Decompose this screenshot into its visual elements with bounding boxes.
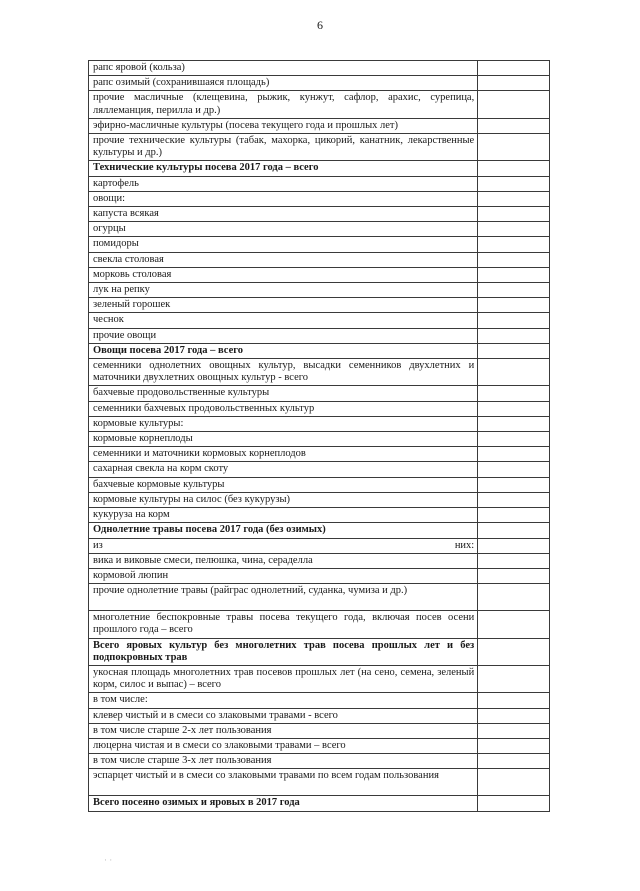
row-label: эфирно-масличные культуры (посева текущего года и прошлых лет) [93,119,398,131]
row-value-cell[interactable] [478,492,550,507]
row-value-cell[interactable] [478,252,550,267]
row-label: рапс озимый (сохранившаяся площадь) [93,77,270,89]
crop-area-table [88,60,550,812]
row-label: прочие технические культуры (табак, махорка, цикорий, канатник, лекарственные культуры и др.) [93,135,475,159]
table-row [89,283,550,298]
row-label-cell [89,638,478,665]
row-label-cell [89,76,478,91]
row-label: Технические культуры посева 2017 года – всего [93,162,319,174]
row-label-cell [89,176,478,191]
row-value-cell[interactable] [478,796,550,811]
row-label: Однолетние травы посева 2017 года (без озимых) [93,524,326,536]
row-label: эспарцет чистый и в смеси со злаковыми травами по всем годам пользования [93,770,439,782]
row-label: кормовые корнеплоды [93,433,193,445]
row-value-cell[interactable] [478,328,550,343]
row-label-cell [89,769,478,796]
table-row [89,477,550,492]
row-value-cell[interactable] [478,76,550,91]
row-value-cell[interactable] [478,638,550,665]
row-value-cell[interactable] [478,386,550,401]
row-value-cell[interactable] [478,477,550,492]
row-label-cell [89,267,478,282]
table-row [89,298,550,313]
row-value-cell[interactable] [478,313,550,328]
row-label-cell [89,723,478,738]
table-row [89,638,550,665]
row-value-cell[interactable] [478,222,550,237]
row-label: кукуруза на корм [93,509,170,521]
table-row [89,313,550,328]
row-label: многолетние беспокровные травы посева текущего года, включая посев осени прошлого года – всего [93,612,475,636]
row-value-cell[interactable] [478,267,550,282]
table-row [89,665,550,692]
table-row [89,401,550,416]
table-row [89,769,550,796]
row-label-cell [89,298,478,313]
row-label: Овощи посева 2017 года – всего [93,344,243,356]
row-label-cell [89,328,478,343]
table-row [89,237,550,252]
row-label: свекла столовая [93,253,164,265]
row-label: Всего яровых культур без многолетних трав посева прошлых лет и без подпокровных трав [93,639,475,663]
row-label-cell [89,796,478,811]
row-label: семенники бахчевых продовольственных культур [93,402,315,414]
row-label-cell [89,207,478,222]
row-label-cell [89,584,478,611]
table-row [89,432,550,447]
table-row [89,267,550,282]
row-label: прочие овощи [93,329,157,341]
row-label-cell [89,508,478,523]
row-value-cell[interactable] [478,508,550,523]
table-row [89,328,550,343]
row-value-cell[interactable] [478,447,550,462]
table-row [89,207,550,222]
row-value-cell[interactable] [478,359,550,386]
row-label: прочие однолетние травы (райграс однолетний, суданка, чумиза и др.) [93,585,408,597]
table-row [89,386,550,401]
row-value-cell[interactable] [478,283,550,298]
row-label: рапс яровой (кольза) [93,62,185,73]
page-number: 6 [317,18,323,32]
table-row [89,523,550,538]
row-value-cell[interactable] [478,298,550,313]
row-value-cell[interactable] [478,568,550,583]
row-label: люцерна чистая и в смеси со злаковыми травами – всего [93,739,346,751]
row-label: прочие масличные (клещевина, рыжик, кунжут, сафлор, арахис, сурепица, ляллеманция, перилла и др.) [93,92,475,116]
row-label-cell [89,359,478,386]
row-value-cell[interactable] [478,91,550,118]
row-label-cell [89,477,478,492]
row-label: семенники однолетних овощных культур, высадки семенников двухлетних и маточники двухлетних овощных культур - всего [93,360,475,384]
row-label-cell [89,386,478,401]
row-label-cell [89,222,478,237]
table-row [89,738,550,753]
row-label-cell [89,343,478,358]
table-row [89,538,550,553]
row-label: укосная площадь многолетних трав посевов прошлых лет (на сено, семена, зеленый корм, силос и выпас) – всего [93,666,475,691]
row-label-cell [89,161,478,176]
row-label: клевер чистый и в смеси со злаковыми травами - всего [93,709,338,721]
row-value-cell[interactable] [478,416,550,431]
row-label: лук на репку [93,284,150,296]
row-value-cell[interactable] [478,665,550,692]
row-value-cell[interactable] [478,611,550,638]
row-label-cell [89,553,478,568]
row-label: из [93,539,103,551]
row-label-cell [89,401,478,416]
table-row [89,359,550,386]
table-row [89,584,550,611]
row-value-cell[interactable] [478,462,550,477]
row-label-cell [89,313,478,328]
row-label: вика и виковые смеси, пелюшка, чина, сераделла [93,554,313,566]
row-value-cell[interactable] [478,584,550,611]
table-row [89,492,550,507]
table-row [89,508,550,523]
row-label-cell [89,538,478,553]
table-row [89,252,550,267]
table-row [89,76,550,91]
row-label: овощи: [93,192,126,204]
row-label-cell [89,61,478,76]
row-value-cell[interactable] [478,343,550,358]
table-row [89,118,550,133]
row-label: чеснок [93,314,124,326]
row-label: семенники и маточники кормовых корнеплодов [93,448,306,460]
row-label: в том числе старше 2-х лет пользования [93,724,272,736]
row-label-cell [89,252,478,267]
row-label-cell [89,523,478,538]
row-value-cell[interactable] [478,176,550,191]
row-value-cell[interactable] [478,207,550,222]
row-label-cell [89,693,478,708]
row-value-cell[interactable] [478,553,550,568]
row-value-cell[interactable] [478,118,550,133]
row-value-cell[interactable] [478,723,550,738]
row-label: кормовой люпин [93,569,169,581]
table-row [89,693,550,708]
row-label: картофель [93,177,139,189]
table-row [89,416,550,431]
table-row [89,611,550,638]
row-label: в том числе старше 3-х лет пользования [93,755,272,767]
row-label: зеленый горошек [93,299,171,311]
row-label-cell [89,118,478,133]
row-label: в том числе: [93,694,148,706]
row-value-cell[interactable] [478,738,550,753]
table-row [89,796,550,811]
table-row [89,161,550,176]
row-label-cell [89,191,478,206]
row-label-cell [89,462,478,477]
row-label: капуста всякая [93,208,159,220]
table-row [89,568,550,583]
table-row [89,447,550,462]
row-value-cell[interactable] [478,708,550,723]
table-row [89,91,550,118]
table-row [89,462,550,477]
row-value-cell[interactable] [478,693,550,708]
row-label-cell [89,708,478,723]
row-label-cell [89,738,478,753]
row-label: кормовые культуры: [93,417,184,429]
row-label: помидоры [93,238,139,250]
row-label-cell [89,134,478,161]
row-label: кормовые культуры на силос (без кукурузы) [93,493,291,505]
row-label-cell [89,91,478,118]
row-label-right: них: [454,539,475,551]
table-row [89,176,550,191]
row-label-cell [89,432,478,447]
row-label-cell [89,447,478,462]
row-value-cell[interactable] [478,61,550,76]
scan-marks: · · [104,855,113,865]
table-row [89,191,550,206]
table-row [89,754,550,769]
table-row [89,134,550,161]
row-label-cell [89,665,478,692]
row-label: бахчевые кормовые культуры [93,478,225,490]
table-body [89,61,550,812]
table-row [89,723,550,738]
row-label-cell [89,568,478,583]
row-label: бахчевые продовольственные культуры [93,387,270,399]
row-label-cell [89,237,478,252]
row-label-cell [89,492,478,507]
row-label-cell [89,416,478,431]
table-row [89,61,550,76]
row-label-cell [89,754,478,769]
table-row [89,343,550,358]
row-value-cell[interactable] [478,191,550,206]
table-row [89,553,550,568]
row-label: морковь столовая [93,268,172,280]
row-label: огурцы [93,223,126,235]
table-row [89,222,550,237]
row-value-cell[interactable] [478,754,550,769]
row-value-cell[interactable] [478,237,550,252]
row-value-cell[interactable] [478,161,550,176]
row-label: сахарная свекла на корм скоту [93,463,229,475]
row-value-cell[interactable] [478,401,550,416]
row-value-cell[interactable] [478,432,550,447]
row-label-cell [89,611,478,638]
row-label-cell [89,283,478,298]
row-value-cell[interactable] [478,523,550,538]
row-value-cell[interactable] [478,134,550,161]
row-value-cell[interactable] [478,769,550,796]
table-row [89,708,550,723]
row-value-cell[interactable] [478,538,550,553]
row-label: Всего посеяно озимых и яровых в 2017 года [93,797,300,809]
